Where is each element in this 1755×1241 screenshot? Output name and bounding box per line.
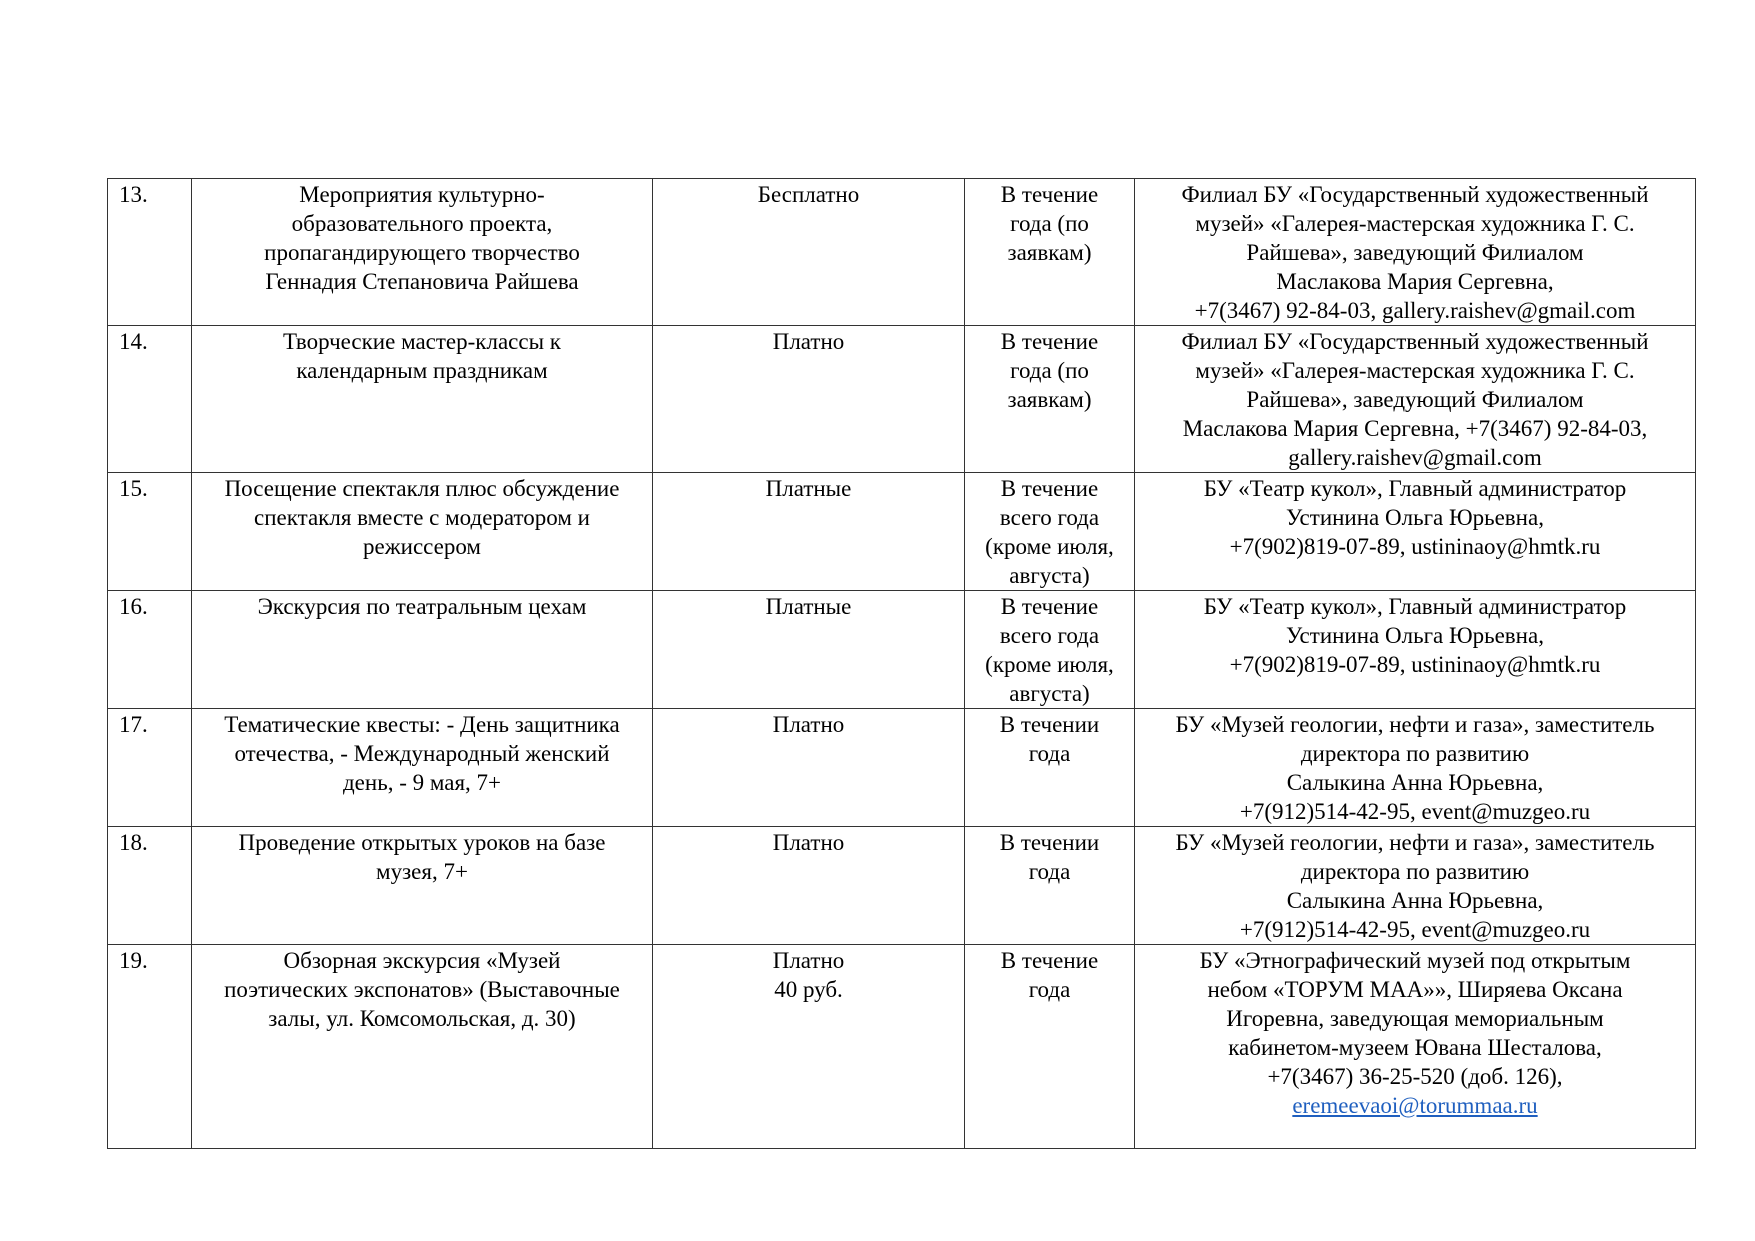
- table-row: [108, 326, 1696, 473]
- row-number: 13.: [108, 179, 192, 326]
- price-cell: Бесплатно: [653, 179, 965, 326]
- price-cell: Платные: [653, 591, 965, 709]
- table-row: [108, 179, 1696, 326]
- event-cell: Посещение спектакля плюс обсуждение спектакля вместе с модератором и режиссером: [192, 473, 653, 591]
- contact-cell: БУ «Театр кукол», Главный администратор Устинина Ольга Юрьевна, +7(902)819-07-89, ustininaoy@hmtk.ru: [1135, 473, 1696, 591]
- period-cell: В течении года: [965, 827, 1135, 945]
- event-cell: Обзорная экскурсия «Музей поэтических экспонатов» (Выставочные залы, ул. Комсомольская, д. 30): [192, 945, 653, 1149]
- event-cell: Тематические квесты: - День защитника отечества, - Международный женский день, - 9 мая, 7+: [192, 709, 653, 827]
- contact-cell: БУ «Этнографический музей под открытым небом «ТОРУМ МАА»», Ширяева Оксана Игоревна, заведующая мемориальным кабинетом-музеем Ювана Шесталова, +7(3467) 36-25-520 (доб. 126), eremeevaoi@torummaa.ru: [1135, 945, 1696, 1149]
- table-row: [108, 709, 1696, 827]
- price-cell: Платно 40 руб.: [653, 945, 965, 1149]
- event-cell: Экскурсия по театральным цехам: [192, 591, 653, 709]
- event-cell: Мероприятия культурно- образовательного проекта, пропагандирующего творчество Геннадия Степановича Райшева: [192, 179, 653, 326]
- event-cell: Творческие мастер-классы к календарным праздникам: [192, 326, 653, 473]
- contact-cell: Филиал БУ «Государственный художественный музей» «Галерея-мастерская художника Г. С. Райшева», заведующий Филиалом Маслакова Мария Сергевна, +7(3467) 92-84-03, gallery.raishev@gmail.com: [1135, 179, 1696, 326]
- row-number: 18.: [108, 827, 192, 945]
- table-row: [108, 945, 1696, 1149]
- row-number: 14.: [108, 326, 192, 473]
- period-cell: В течение всего года (кроме июля, августа): [965, 473, 1135, 591]
- row-number: 15.: [108, 473, 192, 591]
- period-cell: В течение всего года (кроме июля, августа): [965, 591, 1135, 709]
- row-number: 16.: [108, 591, 192, 709]
- contact-cell: БУ «Музей геологии, нефти и газа», заместитель директора по развитию Салыкина Анна Юрьевна, +7(912)514-42-95, event@muzgeo.ru: [1135, 709, 1696, 827]
- price-cell: Платные: [653, 473, 965, 591]
- period-cell: В течение года: [965, 945, 1135, 1149]
- row-number: 17.: [108, 709, 192, 827]
- price-cell: Платно: [653, 709, 965, 827]
- row-number: 19.: [108, 945, 192, 1149]
- contact-cell: Филиал БУ «Государственный художественный музей» «Галерея-мастерская художника Г. С. Райшева», заведующий Филиалом Маслакова Мария Сергевна, +7(3467) 92-84-03, gallery.raishev@gmail.com: [1135, 326, 1696, 473]
- period-cell: В течение года (по заявкам): [965, 326, 1135, 473]
- contact-cell: БУ «Театр кукол», Главный администратор Устинина Ольга Юрьевна, +7(902)819-07-89, ustininaoy@hmtk.ru: [1135, 591, 1696, 709]
- price-cell: Платно: [653, 827, 965, 945]
- contact-cell: БУ «Музей геологии, нефти и газа», заместитель директора по развитию Салыкина Анна Юрьевна, +7(912)514-42-95, event@muzgeo.ru: [1135, 827, 1696, 945]
- event-cell: Проведение открытых уроков на базе музея, 7+: [192, 827, 653, 945]
- events-table: [107, 178, 1696, 1149]
- table-row: [108, 827, 1696, 945]
- period-cell: В течение года (по заявкам): [965, 179, 1135, 326]
- period-cell: В течении года: [965, 709, 1135, 827]
- table-row: [108, 473, 1696, 591]
- price-cell: Платно: [653, 326, 965, 473]
- email-link[interactable]: eremeevaoi@torummaa.ru: [1292, 1093, 1538, 1118]
- table-row: [108, 591, 1696, 709]
